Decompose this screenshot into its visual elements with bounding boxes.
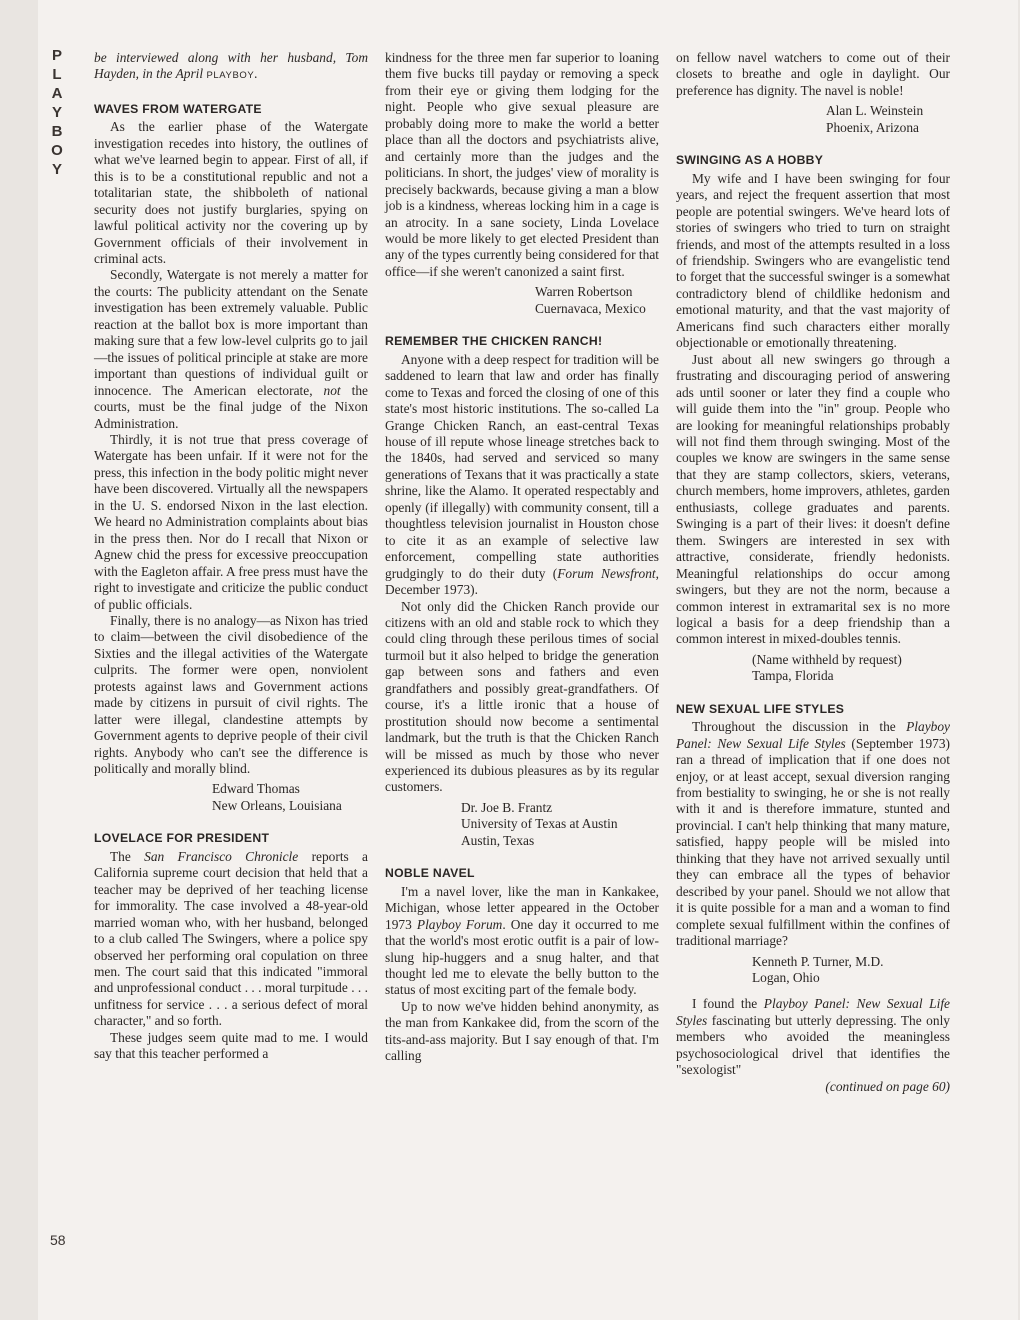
letter-paragraph: My wife and I have been swinging for four years, and reject the frequent assertion that most people are potential swingers. We've heard lots of stories of swingers who tried to turn on straight friends, and most of the attempts resulted in a loss of friendship. Swingers who are evangelistic tend to forget that the successful swinger is a somewhat contradictory blend of childlike hedonism and emotional maturity, and that the vast majority of Americans find such characters either morally objectionable or emotionally threatening. — [676, 170, 950, 351]
column-1 — [94, 50, 368, 1063]
letter-signature — [385, 800, 659, 849]
masthead-letter: Y — [51, 161, 62, 178]
letter-paragraph: These judges seem quite mad to me. I would say that this teacher performed a — [94, 1029, 368, 1062]
masthead-letter: O — [51, 142, 63, 159]
continued-note: (continued on page 60) — [825, 1078, 950, 1094]
signature-name: Alan L. Weinstein — [826, 103, 924, 119]
letter-paragraph: Thirdly, it is not true that press coverage of Watergate has been unfair. If it were not for the press, this infection in the body politic might never have been discovered. Virtually all the newspapers in the U. S. endorsed Nixon in the last election. We heard no Administration complaints about bias in the press then. Nor do I recall that Nixon or Agnew chid the press for excessive preoccupation with the Eagleton affair. A free press must have the right to investigate and criticize the public conduct of public officials. — [94, 431, 368, 612]
letter-paragraph: Anyone with a deep respect for tradition will be saddened to learn that law and order has finally come to Texas and forced the closing of one of this state's most historic institutions. The so-called La Grange Chicken Ranch, an east-central Texas house of ill repute whose lineage stretches back to the 1840s, had served and serviced so many generations of Texans that it was practically a state shrine, like the Alamo. It operated respectably and openly (if illegally) with community consent, till a thoughtless television journalist in Houston chose to cite it as an example of selective law enforcement, compelling state authorities grudgingly to do their duty (Forum Newsfront, December 1973). — [385, 351, 659, 598]
section-heading: NEW SEXUAL LIFE STYLES — [676, 701, 845, 716]
letter-signature — [676, 103, 950, 136]
signature-place: Logan, Ohio — [752, 970, 820, 986]
section-heading: WAVES FROM WATERGATE — [94, 101, 262, 116]
section-heading: NOBLE NAVEL — [385, 866, 475, 881]
signature-place: Phoenix, Arizona — [826, 119, 919, 135]
signature-place: Austin, Texas — [461, 832, 535, 848]
letter-paragraph: Up to now we've hidden behind anonymity, as the man from Kankakee did, from the scorn of the tits-and-ass majority. But I say enough of that. I'm calling — [385, 998, 659, 1064]
letter-paragraph: on fellow navel watchers to come out of their closets to breathe and ogle in daylight. Our preference has dignity. The navel is noble! — [676, 50, 950, 98]
masthead-letter: B — [51, 123, 63, 140]
letter-paragraph: Secondly, Watergate is not merely a matter for the courts: The publicity attendant on the Senate investigation has been extremely valuable. Public reaction at the ballot box is more important than making sure that a few low-level culprits go to jail—the issues of political principle at stake are more important than questions of individual guilt or innocence. The American electorate, not the courts, must be the final judge of the Nixon Administration. — [94, 267, 368, 431]
letter-paragraph: Throughout the discussion in the Playboy Panel: New Sexual Life Styles (September 1973) ran a thread of implication that if one does not enjoy, or at least accept, sexual diversion ranging from bestiality to swinging, he or she is not really with it and is therefore immature, stunted and provincial. I can't help thinking that many mature, satisfied, happy people will be misled into thinking that they have not arrived sexually until they can embrace all the types of behavior described by your panel. Should we not allow that it is quite possible for a man and a woman to find complete sexual fulfillment within the confines of traditional marriage? — [676, 719, 950, 949]
letter-paragraph: As the earlier phase of the Watergate investigation recedes into history, the outlines of what we've learned begin to appear. First of all, if this is to be a constitutional republic and not a totalitarian state, the shibboleth of national security does not justify burglaries, spying on lawful political activity nor the covering up by Government officials of their involvement in criminal acts. — [94, 119, 368, 266]
letter-paragraph: The San Francisco Chronicle reports a California supreme court decision that held that a teacher may be deprived of her teaching license for immorality. The case involved a 48-year-old married woman who, with her husband, belonged to a club called The Swingers, where a police spy observed her performing oral copulation on three men. The court said that this indicated "immoral and unprofessional conduct . . . moral turpitude . . . unfitness for service . . . a serious defect of moral character," and so forth. — [94, 848, 369, 1029]
page-number: 58 — [50, 1232, 66, 1248]
signature-name: Dr. Joe B. Frantz — [461, 799, 553, 815]
letter-paragraph: I found the Playboy Panel: New Sexual Life Styles fascinating but utterly depressing. The only members who avoided the meaningless psychosociological drivel that identifies the "sexologist" — [676, 996, 950, 1078]
letter-signature — [94, 781, 368, 814]
signature-place: Cuernavaca, Mexico — [535, 300, 646, 316]
masthead-letter: Y — [51, 104, 62, 121]
letter-paragraph: kindness for the three men far superior to loaning them five bucks till payday or removing a speck from their eye or giving them lodging for the night. People who give sexual pleasure are probably doing more to make the world a better place than all the doctors and psychiatrists alive, and certainly more than the judges and the politicians. In short, the judges' view of morality is precisely backwards, because giving a man a blow job is a kindness, whereas locking him in a cage is an atrocity. In a sane society, Linda Lovelace would be more likely to get elected President than any of the types currently being considered for that office—if she weren't canonized a saint first. — [385, 50, 659, 279]
signature-name: Warren Robertson — [535, 284, 633, 300]
signature-org: University of Texas at Austin — [461, 816, 618, 832]
magazine-page — [38, 0, 1018, 1320]
intro-fragment: be interviewed along with her husband, Tom Hayden, in the April PLAYBOY. — [94, 50, 368, 82]
letter-signature — [385, 284, 659, 317]
letter-paragraph: I'm a navel lover, like the man in Kankakee, Michigan, whose letter appeared in the October 1973 Playboy Forum. One day it occurred to me that the world's most erotic outfit is a pair of low-slung hip-huggers and a snug halter, and that thought led me to elevate the belly button to the status of most exciting part of the female body. — [385, 883, 659, 998]
masthead-letter: P — [51, 47, 62, 64]
masthead-letter: L — [52, 66, 62, 83]
letter-paragraph: Not only did the Chicken Ranch provide our citizens with an old and stable rock to which they could cling through these perilous times of social turmoil but it also helped to bridge the generation gap between sons and fathers and even grandfathers and possibly great-grandfathers. Of course, it's a little ironic that a house of prostitution should now become a sentimental landmark, but the truth is that the Chicken Ranch will be missed as much by those who never experienced its dubious pleasures as by its regular customers. — [385, 598, 659, 795]
playboy-masthead — [44, 46, 70, 179]
column-3 — [676, 50, 950, 1095]
masthead-letter: A — [51, 85, 63, 102]
letter-paragraph: Finally, there is no analogy—as Nixon has tried to claim—between the civil disobedience of the Sixties and the illegal activities of the Watergate culprits. The former were open, nonviolent protests against laws and Government actions made by citizens in pursuit of civil rights. The latter were illegal, clandestine attempts by Government agents to deprive people of their civil rights. Anybody who can't see the difference is politically and morally blind. — [94, 612, 368, 777]
section-heading: LOVELACE FOR PRESIDENT — [94, 831, 270, 846]
letter-signature — [676, 652, 950, 685]
letter-signature — [676, 954, 950, 987]
signature-place: New Orleans, Louisiana — [212, 797, 342, 813]
signature-name: Edward Thomas — [212, 781, 300, 797]
section-heading: REMEMBER THE CHICKEN RANCH! — [385, 334, 603, 349]
section-heading: SWINGING AS A HOBBY — [676, 153, 824, 168]
signature-name: (Name withheld by request) — [752, 651, 902, 667]
letter-paragraph: Just about all new swingers go through a frustrating and discouraging period of answering ads until sooner or later they find a couple who will guide them into the "in" group. People who are looking for meaningful relationships probably will not find them through swinging. Most of the couples we know are swingers in the same sense that they are stamp collectors, skiers, veterans, church members, home improvers, athletes, garden enthusiasts, college graduates and parents. Swinging is a part of their lives: it doesn't define them. Swingers are interested in sex with attractive, considerate, friendly hedonists. Meaningful relationships do occur among swingers, but they are not the norm, because a common interest in extramarital sex is no more logical a basis for a deep friendship than a common interest in mixed-doubles tennis. — [676, 351, 950, 647]
column-2 — [385, 50, 659, 1065]
signature-place: Tampa, Florida — [752, 668, 834, 684]
signature-name: Kenneth P. Turner, M.D. — [752, 953, 884, 969]
